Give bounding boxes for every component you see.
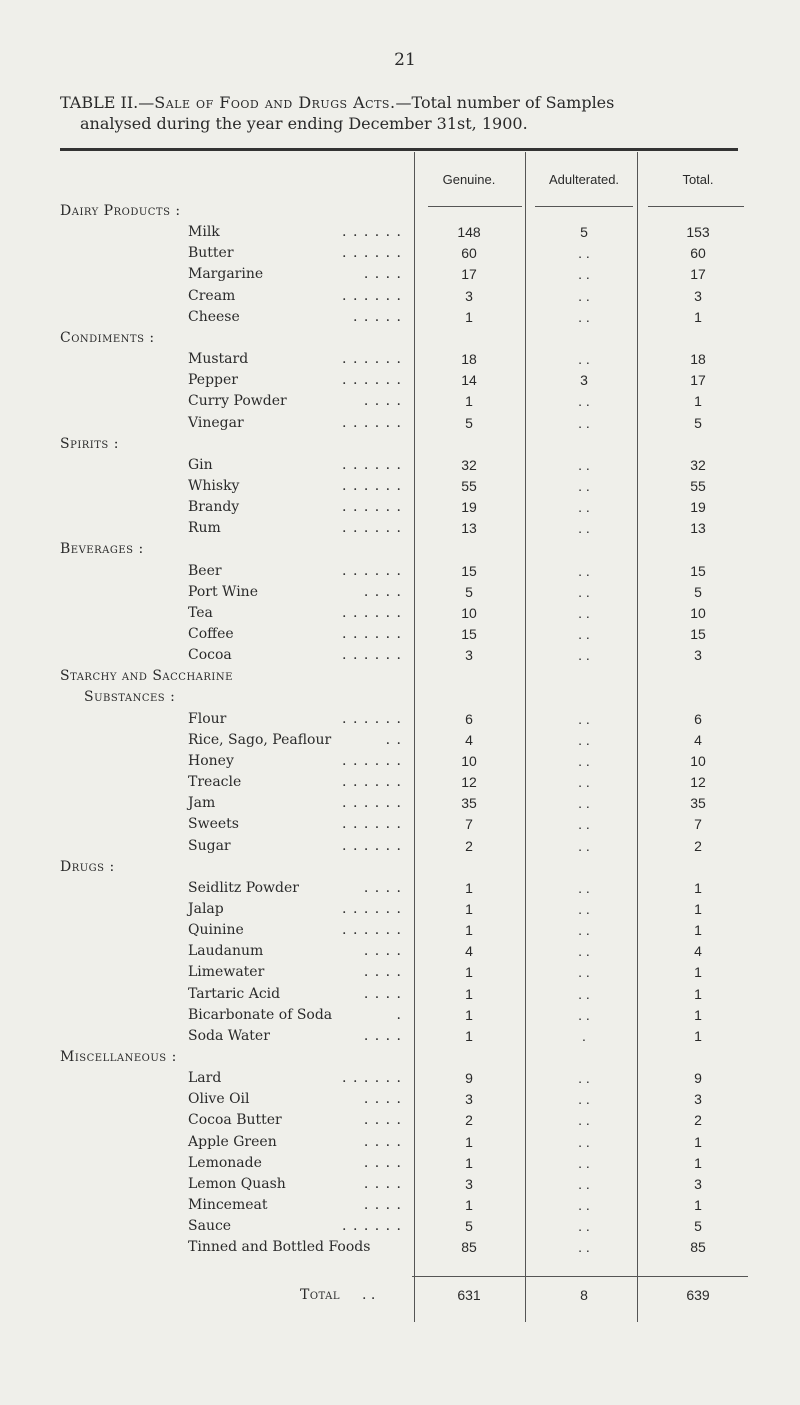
table-row xyxy=(0,1025,800,1047)
adulterated-value: . . xyxy=(578,731,590,748)
item-label: Honey xyxy=(188,752,234,769)
total-value: 1 xyxy=(694,879,702,896)
genuine-value: 7 xyxy=(465,816,473,833)
item-label: Soda Water xyxy=(188,1027,270,1044)
total-row xyxy=(0,1284,800,1306)
table-row xyxy=(0,623,800,645)
adulterated-value: . . xyxy=(578,710,590,727)
table-row xyxy=(0,1004,800,1026)
total-total: 639 xyxy=(686,1287,710,1303)
total-value: 1 xyxy=(694,900,702,917)
genuine-value: 60 xyxy=(461,245,477,262)
item-label: Seidlitz Powder xyxy=(188,879,299,896)
adulterated-value: . . xyxy=(578,1070,590,1087)
item-label: Brandy xyxy=(188,499,240,516)
adulterated-value: . . xyxy=(578,604,590,621)
table-row xyxy=(0,1131,800,1153)
adulterated-value: . . xyxy=(578,1006,590,1023)
category-row xyxy=(0,200,800,222)
item-label: Treacle xyxy=(188,774,242,791)
total-value: 17 xyxy=(690,372,706,389)
total-value: 19 xyxy=(690,499,706,516)
item-dots: . . . . xyxy=(363,266,402,283)
adulterated-value: . . xyxy=(578,879,590,896)
adulterated-value: . . xyxy=(578,477,590,494)
item-label: Tea xyxy=(188,604,213,621)
category-label: Dairy Products : xyxy=(60,203,181,219)
category-row xyxy=(0,433,800,455)
genuine-value: 1 xyxy=(465,922,473,939)
category-row xyxy=(0,665,800,687)
table-row xyxy=(0,496,800,518)
total-value: 15 xyxy=(690,562,706,579)
item-dots: . . . . . . xyxy=(342,499,402,516)
genuine-value: 3 xyxy=(465,287,473,304)
item-label: Olive Oil xyxy=(188,1091,250,1108)
item-label: Limewater xyxy=(188,964,265,981)
item-dots: . . . . xyxy=(363,1133,402,1150)
item-dots: . . . . . . xyxy=(342,604,402,621)
item-dots: . . xyxy=(385,731,402,748)
genuine-value: 12 xyxy=(461,774,477,791)
table-row xyxy=(0,560,800,582)
item-dots: . . . . . . xyxy=(342,477,402,494)
item-label: Lemon Quash xyxy=(188,1175,286,1192)
total-dots: . . xyxy=(362,1287,376,1303)
table-row xyxy=(0,729,800,751)
item-label: Margarine xyxy=(188,266,264,283)
item-label: Jalap xyxy=(188,900,224,917)
item-dots: . . . . . . xyxy=(342,1070,402,1087)
adulterated-value: . . xyxy=(578,943,590,960)
table-row xyxy=(0,983,800,1005)
adulterated-value: . . xyxy=(578,837,590,854)
total-value: 10 xyxy=(690,604,706,621)
table-row xyxy=(0,242,800,264)
genuine-value: 2 xyxy=(465,837,473,854)
total-value: 32 xyxy=(690,456,706,473)
genuine-value: 1 xyxy=(465,1133,473,1150)
genuine-value: 15 xyxy=(461,562,477,579)
table-row xyxy=(0,1088,800,1110)
adulterated-value: . . xyxy=(578,795,590,812)
item-label: Mincemeat xyxy=(188,1197,268,1214)
table-row xyxy=(0,517,800,539)
item-dots: . . . . xyxy=(363,943,402,960)
item-dots: . . . . . . xyxy=(342,351,402,368)
item-label: Cheese xyxy=(188,308,240,325)
table-row xyxy=(0,581,800,603)
genuine-value: 1 xyxy=(465,1197,473,1214)
total-value: 60 xyxy=(690,245,706,262)
table-row xyxy=(0,1236,800,1258)
column-header-total: Total. xyxy=(682,172,714,187)
genuine-value: 1 xyxy=(465,900,473,917)
total-value: 10 xyxy=(690,752,706,769)
item-label: Cream xyxy=(188,287,236,304)
adulterated-value: . . xyxy=(578,266,590,283)
item-label: Cocoa Butter xyxy=(188,1112,282,1129)
total-value: 1 xyxy=(694,1027,702,1044)
item-label: Jam xyxy=(188,795,216,812)
item-label: Sauce xyxy=(188,1218,232,1235)
adulterated-value: . . xyxy=(578,562,590,579)
genuine-value: 1 xyxy=(465,879,473,896)
genuine-value: 5 xyxy=(465,414,473,431)
item-dots: . . . . . . xyxy=(342,287,402,304)
item-dots: . . . . . . xyxy=(342,456,402,473)
genuine-value: 3 xyxy=(465,1091,473,1108)
item-dots: . . . . . . xyxy=(342,372,402,389)
table-row xyxy=(0,1067,800,1089)
category-row xyxy=(0,538,800,560)
category-label: Drugs : xyxy=(60,858,115,875)
total-value: 1 xyxy=(694,964,702,981)
adulterated-value: . . xyxy=(578,414,590,431)
item-label: Port Wine xyxy=(188,583,258,600)
total-value: 5 xyxy=(694,583,702,600)
total-value: 4 xyxy=(694,731,702,748)
item-dots: . . . . xyxy=(363,1091,402,1108)
total-value: 1 xyxy=(694,922,702,939)
genuine-value: 17 xyxy=(461,266,477,283)
title-prefix: TABLE II.— xyxy=(60,93,155,112)
table-row xyxy=(0,348,800,370)
item-label: Bicarbonate of Soda xyxy=(188,1006,333,1023)
genuine-value: 15 xyxy=(461,626,477,642)
item-label: Quinine xyxy=(188,922,244,939)
adulterated-value: 3 xyxy=(580,372,588,389)
item-dots: . . . . xyxy=(363,985,402,1002)
category-row xyxy=(0,686,800,708)
item-dots: . . . . . . xyxy=(342,816,402,833)
item-label: Pepper xyxy=(188,372,238,389)
genuine-value: 1 xyxy=(465,1027,473,1044)
total-value: 3 xyxy=(694,647,702,664)
item-dots: . . . . xyxy=(363,1112,402,1129)
table-row xyxy=(0,1109,800,1131)
table-row xyxy=(0,602,800,624)
adulterated-value: . . xyxy=(578,1175,590,1192)
total-value: 15 xyxy=(690,626,706,642)
column-header-adulterated: Adulterated. xyxy=(548,172,620,187)
item-label: Coffee xyxy=(188,626,234,642)
total-value: 1 xyxy=(694,1197,702,1214)
table-row xyxy=(0,750,800,772)
table-row xyxy=(0,475,800,497)
table-row xyxy=(0,877,800,899)
genuine-value: 5 xyxy=(465,1218,473,1235)
adulterated-value: . . xyxy=(578,647,590,664)
table-row xyxy=(0,1152,800,1174)
item-dots: . . . . . . xyxy=(342,900,402,917)
genuine-value: 13 xyxy=(461,520,477,537)
total-value: 12 xyxy=(690,774,706,791)
adulterated-value: . . xyxy=(578,752,590,769)
category-label: Starchy and Saccharine xyxy=(60,668,233,685)
genuine-value: 148 xyxy=(457,224,481,241)
item-label: Lemonade xyxy=(188,1154,262,1171)
table-row xyxy=(0,644,800,666)
total-genuine: 631 xyxy=(457,1287,481,1303)
genuine-value: 14 xyxy=(461,372,477,389)
adulterated-value: . . xyxy=(578,1218,590,1235)
table-row xyxy=(0,771,800,793)
adulterated-value: . . xyxy=(578,1112,590,1129)
category-label: Beverages : xyxy=(60,541,144,558)
total-value: 18 xyxy=(690,351,706,368)
adulterated-value: 5 xyxy=(580,224,588,241)
adulterated-value: . . xyxy=(578,1239,590,1256)
item-dots: . . . . . . xyxy=(342,837,402,854)
item-dots: . . . . xyxy=(363,583,402,600)
genuine-value: 55 xyxy=(461,477,477,494)
adulterated-value: . . xyxy=(578,499,590,516)
total-value: 2 xyxy=(694,1112,702,1129)
item-label: Cocoa xyxy=(188,647,232,664)
item-dots: . . . . xyxy=(363,1175,402,1192)
item-dots: . . . . . . xyxy=(342,795,402,812)
total-value: 1 xyxy=(694,985,702,1002)
item-dots: . . . . . . xyxy=(342,922,402,939)
category-label: Substances : xyxy=(84,689,176,706)
adulterated-value: . . xyxy=(578,583,590,600)
item-dots: . . . . . . xyxy=(342,774,402,791)
table-row xyxy=(0,708,800,730)
genuine-value: 4 xyxy=(465,731,473,748)
category-row xyxy=(0,856,800,878)
item-dots: . . . . . xyxy=(352,308,402,325)
genuine-value: 4 xyxy=(465,943,473,960)
total-value: 4 xyxy=(694,943,702,960)
item-dots: . xyxy=(396,1006,402,1023)
item-label: Apple Green xyxy=(188,1133,277,1150)
adulterated-value: . . xyxy=(578,245,590,262)
item-dots: . . . . . . xyxy=(342,752,402,769)
adulterated-value: . . xyxy=(578,900,590,917)
table-row xyxy=(0,961,800,983)
table-row xyxy=(0,263,800,285)
genuine-value: 35 xyxy=(461,795,477,812)
genuine-value: 1 xyxy=(465,964,473,981)
total-value: 1 xyxy=(694,1006,702,1023)
item-dots: . . . . . . xyxy=(342,562,402,579)
table-row xyxy=(0,919,800,941)
total-value: 6 xyxy=(694,710,702,727)
genuine-value: 3 xyxy=(465,1175,473,1192)
item-label: Flour xyxy=(188,710,227,727)
genuine-value: 3 xyxy=(465,647,473,664)
adulterated-value: . . xyxy=(578,520,590,537)
total-value: 3 xyxy=(694,1091,702,1108)
adulterated-value: . . xyxy=(578,774,590,791)
adulterated-value: . . xyxy=(578,393,590,410)
genuine-value: 5 xyxy=(465,583,473,600)
genuine-value: 18 xyxy=(461,351,477,368)
genuine-value: 2 xyxy=(465,1112,473,1129)
genuine-value: 1 xyxy=(465,985,473,1002)
category-row xyxy=(0,1046,800,1068)
table-row xyxy=(0,940,800,962)
total-value: 7 xyxy=(694,816,702,833)
total-rule xyxy=(412,1276,748,1277)
adulterated-value: . . xyxy=(578,351,590,368)
genuine-value: 1 xyxy=(465,393,473,410)
item-label: Tinned and Bottled Foods xyxy=(188,1239,371,1256)
item-label: Lard xyxy=(188,1070,222,1087)
total-value: 85 xyxy=(690,1239,706,1256)
table-row xyxy=(0,412,800,434)
item-label: Beer xyxy=(188,562,222,579)
adulterated-value: . . xyxy=(578,626,590,642)
genuine-value: 85 xyxy=(461,1239,477,1256)
page-number: 21 xyxy=(394,50,416,70)
category-label: Condiments : xyxy=(60,329,155,346)
item-dots: . . . . . . xyxy=(342,626,402,642)
title-rest: —Total number of Samples xyxy=(395,93,615,112)
total-value: 5 xyxy=(694,414,702,431)
category-label: Spirits : xyxy=(60,435,119,452)
table-row xyxy=(0,390,800,412)
total-value: 1 xyxy=(694,1133,702,1150)
genuine-value: 19 xyxy=(461,499,477,516)
genuine-value: 1 xyxy=(465,308,473,325)
total-value: 3 xyxy=(694,1175,702,1192)
item-label: Rum xyxy=(188,520,221,537)
genuine-value: 1 xyxy=(465,1154,473,1171)
item-label: Butter xyxy=(188,245,234,262)
item-label: Rice, Sago, Peaflour xyxy=(188,731,332,748)
adulterated-value: . . xyxy=(578,456,590,473)
table-row xyxy=(0,369,800,391)
table-row xyxy=(0,454,800,476)
item-label: Vinegar xyxy=(188,414,244,431)
adulterated-value: . . xyxy=(578,1197,590,1214)
table-row xyxy=(0,835,800,857)
total-value: 153 xyxy=(686,224,710,241)
adulterated-value: . . xyxy=(578,1154,590,1171)
genuine-value: 10 xyxy=(461,752,477,769)
total-value: 1 xyxy=(694,1154,702,1171)
genuine-value: 1 xyxy=(465,1006,473,1023)
item-dots: . . . . xyxy=(363,1154,402,1171)
title-line2: analysed during the year ending December 31st, 1900. xyxy=(80,114,528,133)
total-value: 55 xyxy=(690,477,706,494)
table-row xyxy=(0,792,800,814)
item-dots: . . . . . . xyxy=(342,245,402,262)
item-dots: . . . . . . xyxy=(342,414,402,431)
genuine-value: 10 xyxy=(461,604,477,621)
item-dots: . . . . . . xyxy=(342,1218,402,1235)
table-row xyxy=(0,306,800,328)
total-value: 13 xyxy=(690,520,706,537)
item-dots: . . . . xyxy=(363,393,402,410)
adulterated-value: . . xyxy=(578,964,590,981)
title-acts: Sale of Food and Drugs Acts. xyxy=(154,93,396,112)
total-value: 35 xyxy=(690,795,706,812)
item-label: Gin xyxy=(188,456,213,473)
item-label: Laudanum xyxy=(188,943,264,960)
category-row xyxy=(0,327,800,349)
item-label: Sweets xyxy=(188,816,239,833)
table-row xyxy=(0,285,800,307)
item-dots: . . . . xyxy=(363,879,402,896)
table-row xyxy=(0,1194,800,1216)
item-label: Curry Powder xyxy=(188,393,287,410)
total-value: 1 xyxy=(694,393,702,410)
total-value: 2 xyxy=(694,837,702,854)
item-dots: . . . . . . xyxy=(342,520,402,537)
item-label: Mustard xyxy=(188,351,249,368)
adulterated-value: . xyxy=(582,1027,586,1044)
total-value: 3 xyxy=(694,287,702,304)
adulterated-value: . . xyxy=(578,985,590,1002)
item-dots: . . . . xyxy=(363,1197,402,1214)
total-value: 1 xyxy=(694,308,702,325)
table-row xyxy=(0,1173,800,1195)
table-row xyxy=(0,898,800,920)
adulterated-value: . . xyxy=(578,308,590,325)
adulterated-value: . . xyxy=(578,1091,590,1108)
item-label: Sugar xyxy=(188,837,231,854)
table-row xyxy=(0,813,800,835)
table-row xyxy=(0,1215,800,1237)
item-dots: . . . . . . xyxy=(342,224,402,241)
item-label: Milk xyxy=(188,224,220,241)
item-dots: . . . . . . xyxy=(342,710,402,727)
genuine-value: 6 xyxy=(465,710,473,727)
adulterated-value: . . xyxy=(578,922,590,939)
item-label: Whisky xyxy=(188,477,240,494)
top-rule xyxy=(60,148,738,151)
total-label: Total xyxy=(300,1287,341,1303)
item-dots: . . . . xyxy=(363,1027,402,1044)
category-label: Miscellaneous : xyxy=(60,1049,177,1065)
item-dots: . . . . xyxy=(363,964,402,981)
total-value: 17 xyxy=(690,266,706,283)
genuine-value: 32 xyxy=(461,456,477,473)
table-row xyxy=(0,221,800,243)
table-title xyxy=(60,92,760,134)
total-adulterated: 8 xyxy=(580,1287,588,1303)
item-dots: . . . . . . xyxy=(342,647,402,664)
column-header-genuine: Genuine. xyxy=(442,172,496,187)
total-value: 9 xyxy=(694,1070,702,1087)
total-value: 5 xyxy=(694,1218,702,1235)
adulterated-value: . . xyxy=(578,287,590,304)
adulterated-value: . . xyxy=(578,1133,590,1150)
item-label: Tartaric Acid xyxy=(188,985,281,1002)
genuine-value: 9 xyxy=(465,1070,473,1087)
adulterated-value: . . xyxy=(578,816,590,833)
